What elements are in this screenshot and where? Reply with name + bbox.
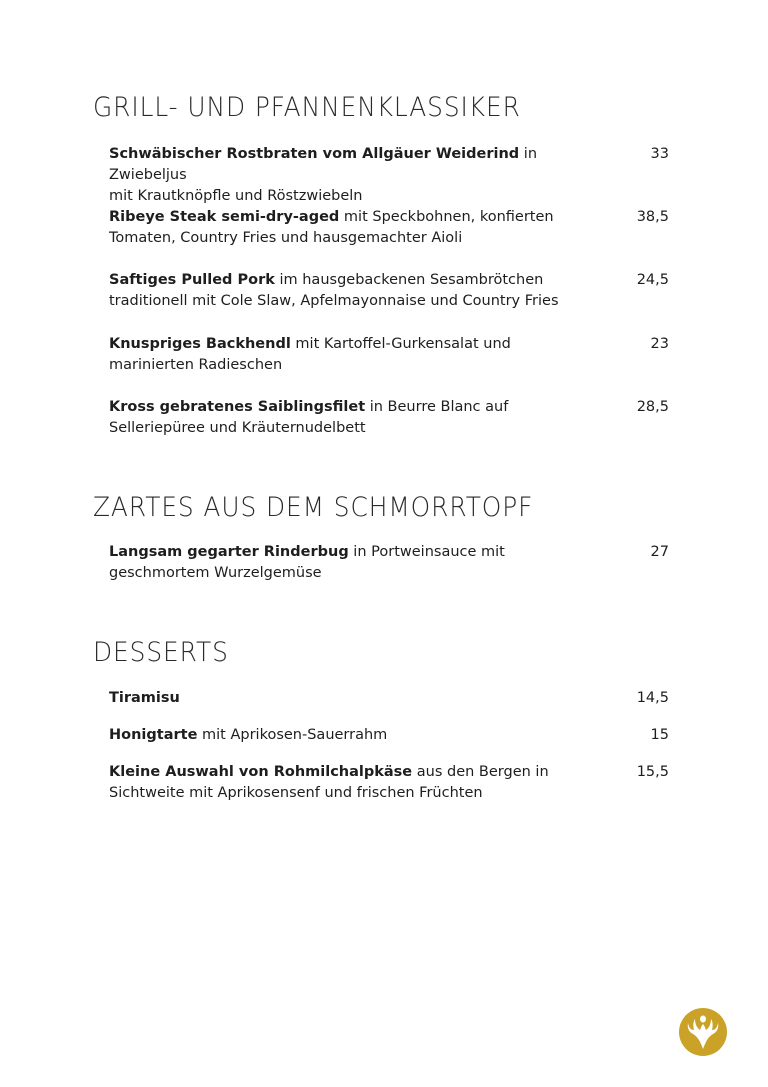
section-title-grill: GRILL- UND PFANNENKLASSIKER [93,92,521,123]
item-price: 24,5 [636,272,669,288]
item-name: Kleine Auswahl von Rohmilchalpkäse [109,764,413,780]
item-name: Kross gebratenes Saiblingsfilet [109,399,366,415]
item-description [109,334,559,376]
item-price: 38,5 [636,209,669,225]
item-price: 23 [650,336,669,352]
item-desc-text: marinierten Radieschen [109,357,283,373]
item-price: 15,5 [636,764,669,780]
menu-item [109,144,669,207]
item-name: Knuspriges Backhendl [109,336,291,352]
item-name: Honigtarte [109,727,198,743]
item-desc-text: Zwiebeljus [109,167,187,183]
item-desc-text: Selleriepüree und Kräuternudelbett [109,420,366,436]
item-desc-text: aus den Bergen in [412,764,549,780]
item-desc-text: mit Krautknöpfle und Röstzwiebeln [109,188,363,204]
menu-item [109,397,669,439]
item-description [109,762,559,804]
item-desc-text: in Portweinsauce mit [348,544,505,560]
item-description [109,725,559,746]
section-title-schmorrtopf: ZARTES AUS DEM SCHMORRTOPF [93,492,534,523]
deer-antler-logo-icon [678,1007,728,1057]
item-desc-text: mit Speckbohnen, konfierten [339,209,554,225]
item-desc-text: in [519,146,538,162]
item-price: 27 [650,544,669,560]
item-name: Langsam gegarter Rinderbug [109,544,349,560]
item-description [109,270,589,312]
menu-item [109,762,669,804]
item-desc-text: traditionell mit Cole Slaw, Apfelmayonnaise und Country Fries [109,293,559,309]
menu-item [109,334,669,376]
item-desc-text: mit Aprikosen-Sauerrahm [197,727,388,743]
menu-item [109,688,669,709]
item-desc-text: Sichtweite mit Aprikosensenf und frischen Früchten [109,785,483,801]
item-desc-text: im hausgebackenen Sesambrötchen [274,272,544,288]
item-price: 15 [650,727,669,743]
section-title-desserts: DESSERTS [93,637,229,668]
item-desc-text: geschmortem Wurzelgemüse [109,565,322,581]
item-name: Schwäbischer Rostbraten vom Allgäuer Weiderind [109,146,520,162]
menu-item [109,542,669,584]
item-name: Ribeye Steak semi-dry-aged [109,209,340,225]
item-description [109,397,559,439]
item-desc-text: Tomaten, Country Fries und hausgemachter Aioli [109,230,463,246]
item-description [109,207,559,249]
item-price: 14,5 [636,690,669,706]
item-description [109,542,559,584]
menu-item [109,270,669,312]
menu-item [109,725,669,746]
item-price: 28,5 [636,399,669,415]
item-description [109,688,559,709]
item-desc-text: mit Kartoffel-Gurkensalat und [290,336,511,352]
item-name: Tiramisu [109,690,180,706]
item-desc-text: in Beurre Blanc auf [365,399,509,415]
item-price: 33 [650,146,669,162]
item-name: Saftiges Pulled Pork [109,272,275,288]
menu-item [109,207,669,249]
item-description [109,144,559,207]
